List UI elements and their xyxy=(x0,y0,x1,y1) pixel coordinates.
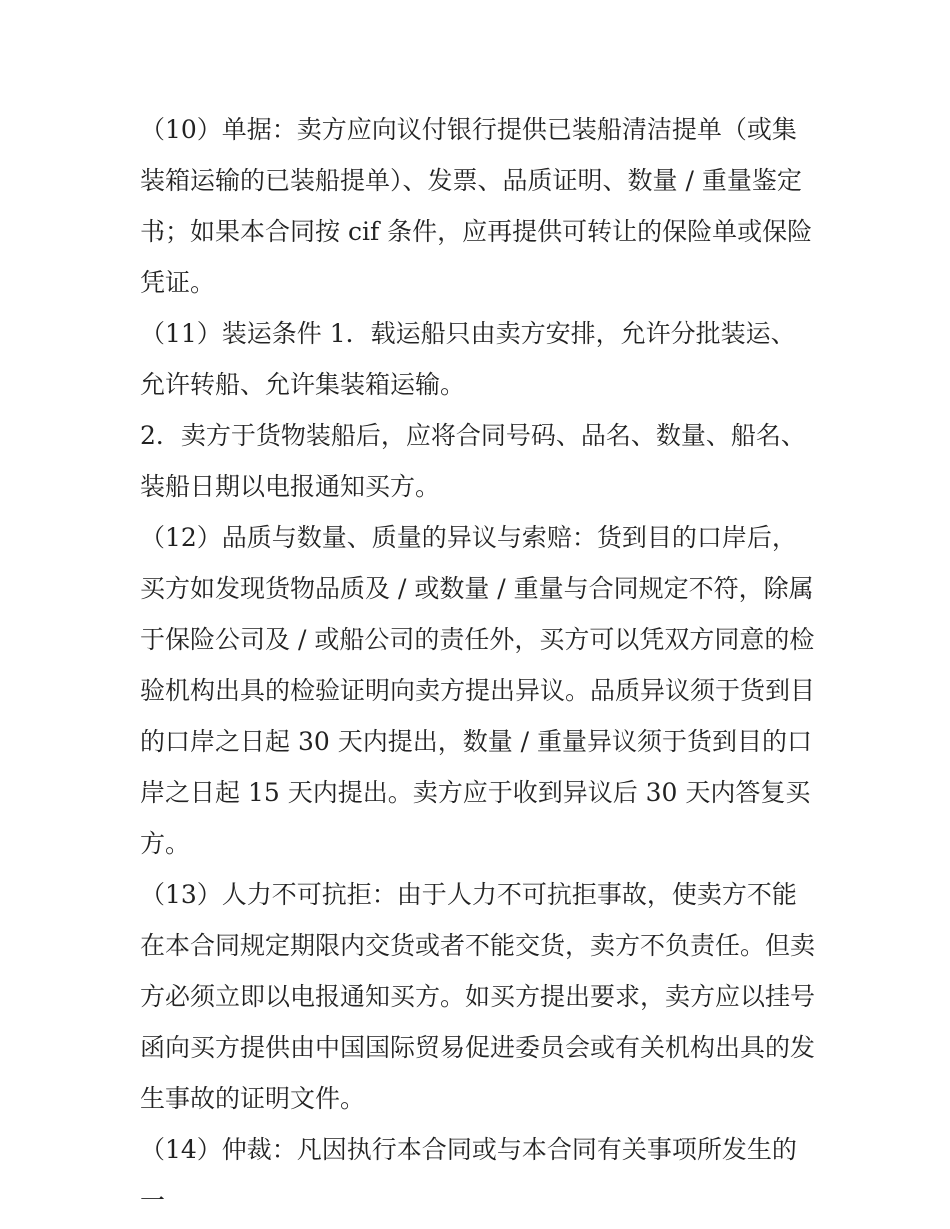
paragraph-force-majeure-clause: （13）人力不可抗拒：由于人力不可抗拒事故，使卖方不能在本合同规定期限内交货或者不能交货，卖方不负责任。但卖方必须立即以电报通知买方。如买方提出要求，卖方应以挂号函向买方提供由中国国际贸易促进委员会或有关机构出具的发生事故的证明文件。 xyxy=(140,880,816,1113)
paragraph-shipment-notice: 2．卖方于货物装船后，应将合同号码、品名、数量、船名、装船日期以电报通知买方。 xyxy=(140,421,806,501)
paragraph-documents-clause: （10）单据：卖方应向议付银行提供已装船清洁提单（或集装箱运输的已装船提单）、发票、品质证明、数量 / 重量鉴定书；如果本合同按 cif 条件，应再提供可转让的保险单或保险凭证。 xyxy=(140,115,813,297)
document-body xyxy=(140,104,820,1226)
paragraph-shipment-clause: （11）装运条件 1．载运船只由卖方安排，允许分批装运、允许转船、允许集装箱运输。 xyxy=(140,319,796,399)
paragraph-claims-clause: （12）品质与数量、质量的异议与索赔：货到目的口岸后，买方如发现货物品质及 / 或数量 / 重量与合同规定不符，除属于保险公司及 / 或船公司的责任外，买方可以凭双方同意的检验机构出具的检验证明向卖方提出异议。品质异议须于货到目的口岸之日起 30 天内提出，数量 / 重量异议须于货到目的口岸之日起 15 天内提出。卖方应于收到异议后 30 天内答复买方。 xyxy=(140,523,816,858)
paragraph-arbitration-clause: （14）仲裁：凡因执行本合同或与本合同有关事项所发生的一 xyxy=(140,1135,797,1215)
